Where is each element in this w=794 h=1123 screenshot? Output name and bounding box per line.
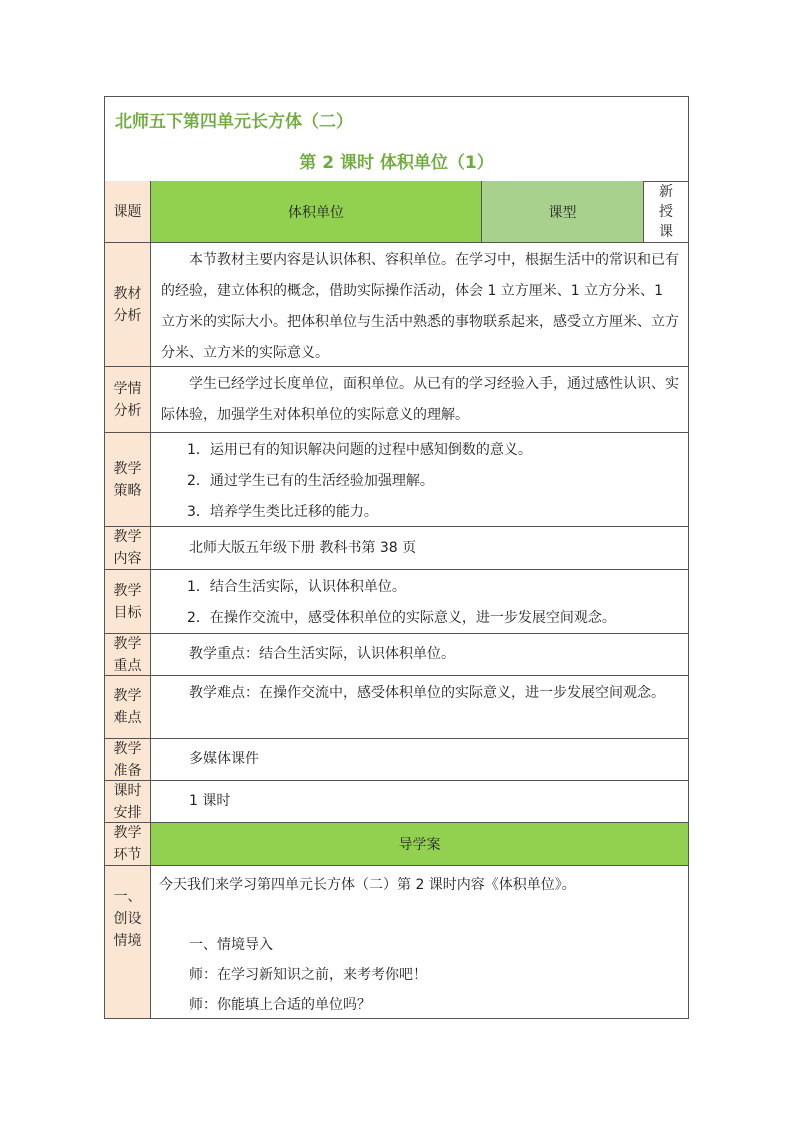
section1-line: 一、情境导入 (189, 937, 273, 953)
row-label-hours: 课时 安排 (105, 781, 151, 822)
row-label-students: 学情 分析 (105, 367, 151, 432)
lesson-title: 第 2 课时 体积单位（1） (299, 153, 494, 173)
student-analysis-row (105, 367, 688, 433)
hours-text: 1 课时 (189, 793, 231, 809)
section1-intro: 今天我们来学习第四单元长方体（二）第 2 课时内容《体积单位》。 (159, 877, 576, 893)
strategy-list (151, 433, 688, 526)
list-item: 1．结合生活实际，认识体积单位。 (187, 579, 406, 595)
topic-value: 体积单位 (151, 181, 482, 242)
list-item: 3．培养学生类比迁移的能力。 (187, 504, 378, 520)
row-label-key-point: 教学 重点 (105, 634, 151, 675)
prep-text: 多媒体课件 (189, 751, 259, 767)
material-analysis-row (105, 243, 688, 367)
process-row (105, 823, 688, 866)
row-label-material: 教材 分析 (105, 243, 151, 366)
title-block (105, 97, 688, 182)
difficulty-text: 教学难点：在操作交流中，感受体积单位的实际意义，进一步发展空间观念。 (189, 685, 665, 701)
prep-row (105, 739, 688, 781)
strategy-row (105, 433, 688, 527)
difficulty-row (105, 676, 688, 739)
unit-title: 北师五下第四单元长方体（二） (115, 112, 353, 132)
type-value: 新 授 课 (659, 183, 673, 240)
section1-row (105, 866, 688, 1018)
content-text: 北师大版五年级下册 教科书第 38 页 (189, 539, 417, 556)
list-item: 2．在操作交流中，感受体积单位的实际意义，进一步发展空间观念。 (187, 610, 616, 626)
material-analysis-text: 本节教材主要内容是认识体积、容积单位。在学习中，根据生活中的常识和已有的经验，建立体积的概念，借助实际操作活动，体会 1 立方厘米、1 立方分米、1 立方米的实际大小。把体积单位与生活中熟悉的事物联系起来，感受立方厘米、立方分米、立方米的实际意义。 (161, 252, 679, 361)
key-point-text: 教学重点：结合生活实际，认识体积单位。 (189, 646, 455, 662)
type-label: 课型 (482, 181, 644, 242)
topic-row (105, 181, 688, 243)
row-label-section1: 一、 创设 情境 (105, 866, 151, 1018)
lesson-plan-table (104, 96, 689, 1019)
row-label-prep: 教学 准备 (105, 739, 151, 780)
student-analysis-text: 学生已经学过长度单位，面积单位。从已有的学习经验入手，通过感性认识、实际体验，加强学生对体积单位的实际意义的理解。 (161, 376, 679, 423)
row-label-goals: 教学 目标 (105, 570, 151, 633)
row-label-topic: 课题 (105, 181, 151, 242)
list-item: 1．运用已有的知识解决问题的过程中感知倒数的意义。 (187, 442, 532, 458)
row-label-difficulty: 教学 难点 (105, 676, 151, 738)
row-label-process: 教学 环节 (105, 823, 151, 865)
list-item: 2．通过学生已有的生活经验加强理解。 (187, 473, 434, 489)
row-label-strategy: 教学 策略 (105, 433, 151, 526)
row-label-content: 教学 内容 (105, 527, 151, 569)
guide-header: 导学案 (151, 823, 688, 865)
section1-line: 师：你能填上合适的单位吗？ (189, 997, 371, 1013)
goals-list (151, 570, 688, 633)
hours-row (105, 781, 688, 823)
content-row (105, 527, 688, 570)
key-point-row (105, 634, 688, 676)
goals-row (105, 570, 688, 634)
section1-line: 师：在学习新知识之前，来考考你吧！ (189, 967, 427, 983)
section1-content (151, 866, 688, 1018)
